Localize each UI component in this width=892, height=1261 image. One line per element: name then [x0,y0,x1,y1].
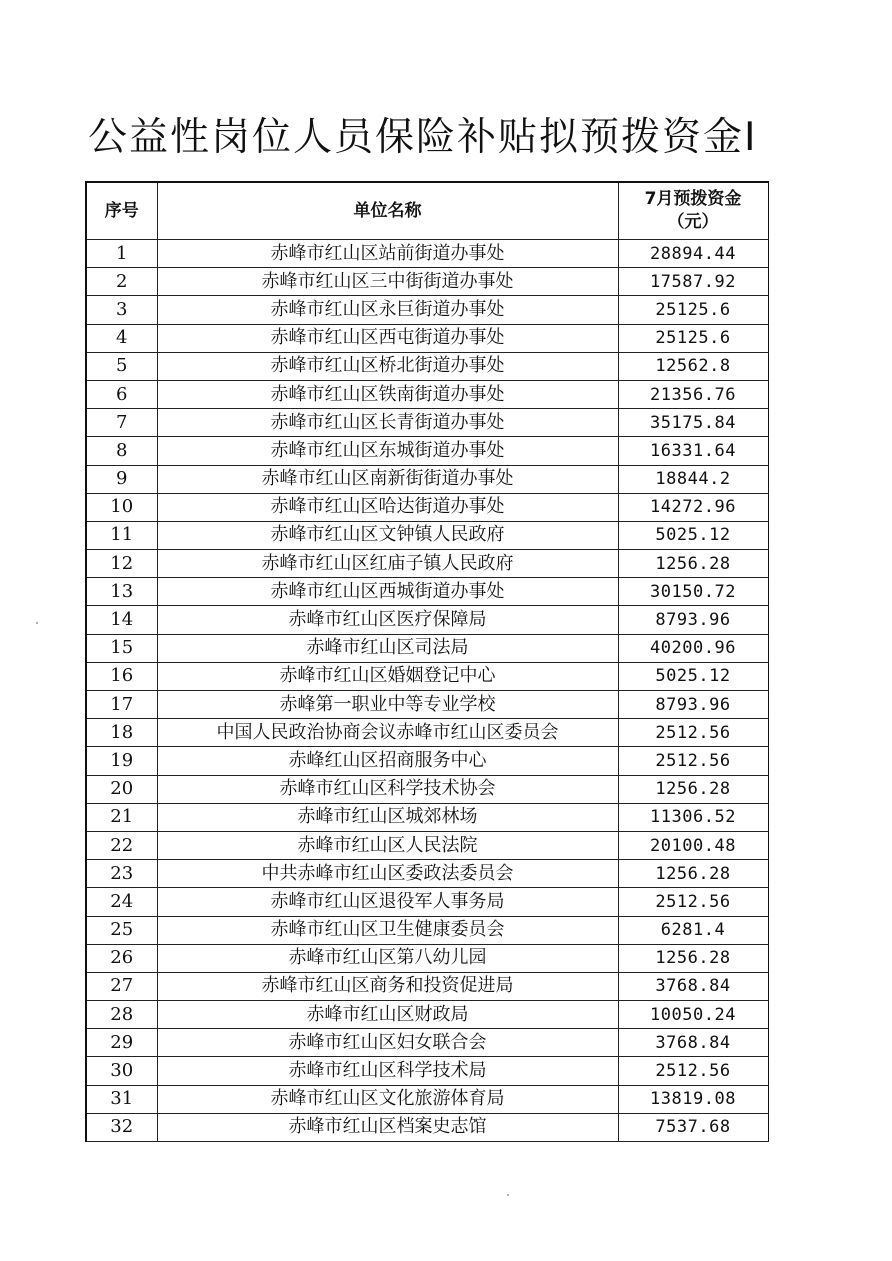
header-serial-number: 序号 [86,182,157,240]
cell-serial-number: 24 [86,888,157,916]
table-row [86,803,768,831]
cell-unit-name: 赤峰市红山区婚姻登记中心 [157,662,618,690]
table-row [86,860,768,888]
cell-amount: 12562.8 [618,352,768,380]
cell-amount: 18844.2 [618,465,768,493]
cell-unit-name: 赤峰第一职业中等专业学校 [157,691,618,719]
table-row [86,352,768,380]
table-row [86,972,768,1000]
cell-serial-number: 14 [86,606,157,634]
cell-unit-name: 中共赤峰市红山区委政法委员会 [157,860,618,888]
cell-amount: 13819.08 [618,1085,768,1113]
cell-amount: 1256.28 [618,550,768,578]
table-row [86,380,768,408]
table-row [86,437,768,465]
cell-unit-name: 赤峰市红山区文化旅游体育局 [157,1085,618,1113]
table-row [86,521,768,549]
table-row [86,888,768,916]
cell-unit-name: 赤峰市红山区城郊林场 [157,803,618,831]
cell-amount: 20100.48 [618,831,768,859]
table-row [86,606,768,634]
table-row [86,465,768,493]
cell-unit-name: 赤峰市红山区文钟镇人民政府 [157,521,618,549]
table-row [86,240,768,268]
cell-amount: 11306.52 [618,803,768,831]
table-row [86,493,768,521]
table-row [86,1001,768,1029]
cell-serial-number: 7 [86,409,157,437]
cell-amount: 7537.68 [618,1113,768,1141]
table-header-row [86,182,768,240]
cell-unit-name: 赤峰红山区招商服务中心 [157,747,618,775]
cell-unit-name: 赤峰市红山区人民法院 [157,831,618,859]
table-row [86,662,768,690]
cell-unit-name: 赤峰市红山区三中街街道办事处 [157,268,618,296]
cell-serial-number: 6 [86,380,157,408]
table-row [86,1113,768,1141]
cell-amount: 8793.96 [618,606,768,634]
cell-serial-number: 16 [86,662,157,690]
cell-unit-name: 赤峰市红山区科学技术协会 [157,775,618,803]
table-row [86,409,768,437]
table-row [86,268,768,296]
cell-amount: 10050.24 [618,1001,768,1029]
cell-unit-name: 赤峰市红山区永巨街道办事处 [157,296,618,324]
cell-serial-number: 27 [86,972,157,1000]
cell-unit-name: 赤峰市红山区科学技术局 [157,1057,618,1085]
cell-amount: 25125.6 [618,296,768,324]
cell-serial-number: 22 [86,831,157,859]
cell-amount: 5025.12 [618,521,768,549]
cell-unit-name: 赤峰市红山区长青街道办事处 [157,409,618,437]
allocation-table [85,181,769,1142]
cell-unit-name: 赤峰市红山区财政局 [157,1001,618,1029]
cell-amount: 3768.84 [618,1029,768,1057]
cell-serial-number: 12 [86,550,157,578]
cell-amount: 3768.84 [618,972,768,1000]
table-row [86,775,768,803]
header-amount-line2: （元） [667,212,719,232]
cell-unit-name: 赤峰市红山区红庙子镇人民政府 [157,550,618,578]
cell-unit-name: 赤峰市红山区南新街街道办事处 [157,465,618,493]
cell-serial-number: 32 [86,1113,157,1141]
cell-amount: 25125.6 [618,324,768,352]
cell-unit-name: 赤峰市红山区商务和投资促进局 [157,972,618,1000]
cell-serial-number: 23 [86,860,157,888]
cell-serial-number: 30 [86,1057,157,1085]
cell-serial-number: 15 [86,634,157,662]
header-amount [618,182,768,240]
table-row [86,296,768,324]
cell-amount: 16331.64 [618,437,768,465]
table-row [86,831,768,859]
table-row [86,578,768,606]
cell-serial-number: 13 [86,578,157,606]
cell-unit-name: 赤峰市红山区司法局 [157,634,618,662]
cell-amount: 2512.56 [618,1057,768,1085]
cell-unit-name: 赤峰市红山区铁南街道办事处 [157,380,618,408]
cell-serial-number: 17 [86,691,157,719]
cell-amount: 21356.76 [618,380,768,408]
cell-serial-number: 25 [86,916,157,944]
table-row [86,1057,768,1085]
cell-serial-number: 18 [86,719,157,747]
header-amount-line1: 7月预拨资金 [644,189,742,209]
page-title: 公益性岗位人员保险补贴拟预拨资金I [88,115,758,160]
cell-serial-number: 20 [86,775,157,803]
cell-unit-name: 赤峰市红山区卫生健康委员会 [157,916,618,944]
table-body [86,240,768,1142]
cell-amount: 1256.28 [618,775,768,803]
cell-serial-number: 31 [86,1085,157,1113]
cell-amount: 35175.84 [618,409,768,437]
cell-serial-number: 8 [86,437,157,465]
cell-amount: 6281.4 [618,916,768,944]
table-row [86,691,768,719]
cell-unit-name: 赤峰市红山区西屯街道办事处 [157,324,618,352]
cell-unit-name: 赤峰市红山区站前街道办事处 [157,240,618,268]
table-row [86,944,768,972]
cell-unit-name: 赤峰市红山区东城街道办事处 [157,437,618,465]
cell-serial-number: 9 [86,465,157,493]
cell-unit-name: 赤峰市红山区哈达街道办事处 [157,493,618,521]
cell-serial-number: 26 [86,944,157,972]
scan-speck [507,1194,509,1196]
cell-serial-number: 2 [86,268,157,296]
cell-unit-name: 赤峰市红山区档案史志馆 [157,1113,618,1141]
cell-unit-name: 赤峰市红山区医疗保障局 [157,606,618,634]
cell-amount: 1256.28 [618,944,768,972]
table-row [86,747,768,775]
table-row [86,916,768,944]
scan-speck [36,622,38,624]
cell-serial-number: 28 [86,1001,157,1029]
cell-unit-name: 赤峰市红山区第八幼儿园 [157,944,618,972]
cell-serial-number: 3 [86,296,157,324]
cell-unit-name: 赤峰市红山区妇女联合会 [157,1029,618,1057]
cell-amount: 17587.92 [618,268,768,296]
cell-unit-name: 赤峰市红山区西城街道办事处 [157,578,618,606]
cell-amount: 1256.28 [618,860,768,888]
cell-amount: 40200.96 [618,634,768,662]
cell-amount: 28894.44 [618,240,768,268]
cell-serial-number: 10 [86,493,157,521]
cell-amount: 5025.12 [618,662,768,690]
cell-unit-name: 中国人民政治协商会议赤峰市红山区委员会 [157,719,618,747]
cell-amount: 2512.56 [618,719,768,747]
header-unit-name: 单位名称 [157,182,618,240]
cell-serial-number: 21 [86,803,157,831]
table-row [86,634,768,662]
cell-serial-number: 11 [86,521,157,549]
cell-amount: 2512.56 [618,747,768,775]
cell-amount: 8793.96 [618,691,768,719]
cell-amount: 14272.96 [618,493,768,521]
cell-amount: 30150.72 [618,578,768,606]
cell-serial-number: 29 [86,1029,157,1057]
cell-amount: 2512.56 [618,888,768,916]
cell-serial-number: 5 [86,352,157,380]
cell-serial-number: 1 [86,240,157,268]
cell-unit-name: 赤峰市红山区桥北街道办事处 [157,352,618,380]
table-row [86,1029,768,1057]
table-row [86,550,768,578]
table-row [86,719,768,747]
cell-unit-name: 赤峰市红山区退役军人事务局 [157,888,618,916]
cell-serial-number: 4 [86,324,157,352]
table-row [86,1085,768,1113]
table-row [86,324,768,352]
cell-serial-number: 19 [86,747,157,775]
